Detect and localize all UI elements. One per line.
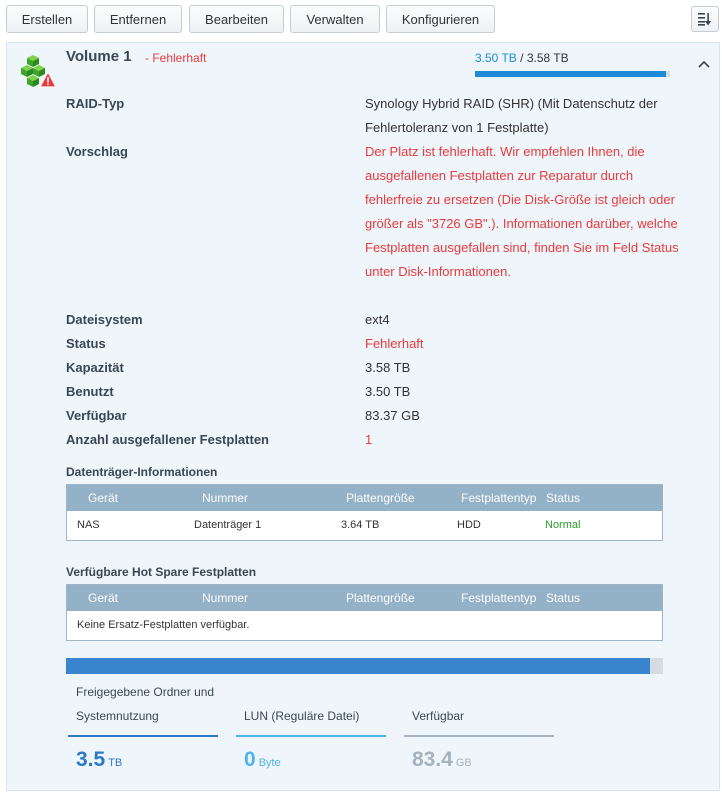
toolbar	[0, 0, 722, 38]
legend-line-lun	[236, 735, 386, 737]
legend-line-shared	[68, 735, 218, 737]
table-row[interactable]	[67, 511, 662, 540]
column-header[interactable]: Festplattentyp	[461, 491, 537, 505]
column-header[interactable]: Gerät	[88, 491, 119, 505]
legend-label-available: Verfügbar	[412, 709, 465, 723]
value-unit: GB	[455, 757, 472, 769]
capacity-separator: /	[516, 51, 527, 65]
value-number: 0	[244, 748, 256, 771]
failed-disks-value: 1	[365, 432, 373, 447]
sort-button[interactable]	[691, 6, 719, 32]
column-header[interactable]: Nummer	[202, 591, 249, 605]
number-cell: Datenträger 1	[194, 519, 262, 531]
used-value: 3.50 TB	[365, 384, 411, 399]
disk-info-title: Datenträger-Informationen	[66, 465, 218, 479]
disk-type-cell: HDD	[457, 519, 481, 531]
volume-title: Volume 1	[66, 48, 132, 65]
legend-value-shared	[76, 748, 122, 772]
volume-cube-icon	[19, 53, 59, 89]
value-unit: TB	[108, 757, 123, 769]
capacity-bar-fill	[475, 71, 666, 77]
value-number: 83.4	[412, 748, 453, 771]
legend-label-shared: Freigegebene Ordner und Systemnutzung	[76, 685, 215, 723]
filesystem-value: ext4	[365, 312, 390, 327]
value-unit: Byte	[258, 757, 281, 769]
hot-spare-table	[66, 584, 663, 641]
volume-status: - Fehlerhaft	[145, 51, 207, 65]
column-header[interactable]: Status	[546, 491, 581, 505]
volume-panel	[6, 42, 720, 791]
column-header[interactable]: Gerät	[88, 591, 119, 605]
column-header[interactable]: Festplattentyp	[461, 591, 537, 605]
raid-type-value: Synology Hybrid RAID (SHR) (Mit Datenschutz der Fehlertoleranz von 1 Festplatte)	[365, 96, 658, 135]
capacity-label: Kapazität	[66, 360, 124, 375]
sort-icon	[698, 12, 712, 26]
available-label: Verfügbar	[66, 408, 127, 423]
suggestion-label: Vorschlag	[66, 144, 128, 159]
status-label: Status	[66, 336, 106, 351]
disk-info-table	[66, 484, 663, 541]
usage-bar-fill	[66, 658, 650, 674]
filesystem-label: Dateisystem	[66, 312, 143, 327]
column-header[interactable]: Plattengröße	[346, 491, 415, 505]
chevron-up-icon[interactable]	[697, 57, 711, 71]
empty-row	[67, 611, 662, 640]
configure-button[interactable]: Konfigurieren	[386, 5, 495, 33]
capacity-used: 3.50 TB	[475, 51, 517, 65]
capacity-total: 3.58 TB	[526, 51, 569, 65]
legend-value-available	[412, 748, 472, 772]
disk-info-header	[67, 485, 662, 511]
status-cell: Normal	[545, 519, 581, 531]
usage-bar	[66, 658, 663, 674]
capacity-bar	[475, 71, 670, 77]
legend-line-available	[404, 735, 554, 737]
empty-message: Keine Ersatz-Festplatten verfügbar.	[77, 619, 250, 631]
size-cell: 3.64 TB	[341, 519, 380, 531]
hot-spare-title: Verfügbare Hot Spare Festplatten	[66, 565, 257, 579]
column-header[interactable]: Status	[546, 591, 581, 605]
used-label: Benutzt	[66, 384, 114, 399]
legend-value-lun	[244, 748, 281, 772]
suggestion-value: Der Platz ist fehlerhaft. Wir empfehlen Ihnen, die ausgefallenen Festplatten zur Reparatur durch fehlerfreie zu ersetzen (Die Disk-Größe ist gleich oder größer als "3726 GB".). Informationen darüber, welche Festplatten ausgefallen sind, finden Sie im Feld Status unter Disk-Informationen.	[365, 144, 679, 279]
manage-button[interactable]: Verwalten	[290, 5, 380, 33]
remove-button[interactable]: Entfernen	[94, 5, 182, 33]
status-value: Fehlerhaft	[365, 336, 424, 351]
device-cell: NAS	[77, 519, 100, 531]
legend-label-lun: LUN (Reguläre Datei)	[244, 709, 360, 723]
edit-button[interactable]: Bearbeiten	[189, 5, 284, 33]
create-button[interactable]: Erstellen	[6, 5, 88, 33]
hot-spare-header	[67, 585, 662, 611]
capacity-value: 3.58 TB	[365, 360, 411, 375]
value-number: 3.5	[76, 748, 106, 771]
available-value: 83.37 GB	[365, 408, 420, 423]
raid-type-label: RAID-Typ	[66, 96, 125, 111]
capacity-summary	[475, 51, 569, 65]
column-header[interactable]: Nummer	[202, 491, 249, 505]
column-header[interactable]: Plattengröße	[346, 591, 415, 605]
failed-disks-label: Anzahl ausgefallener Festplatten	[66, 432, 269, 447]
